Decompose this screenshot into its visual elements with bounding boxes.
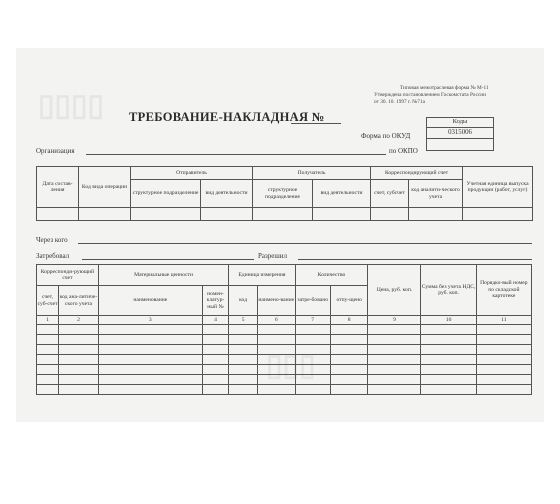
okpo-label: по ОКПО [389, 147, 418, 155]
table-cell[interactable] [295, 375, 330, 385]
col-date: Дата состав-ления [37, 167, 79, 208]
table-cell[interactable] [295, 325, 330, 335]
table-cell[interactable] [229, 365, 258, 375]
table-cell[interactable] [98, 355, 202, 365]
table-cell[interactable] [37, 325, 59, 335]
okpo-value[interactable] [427, 139, 494, 151]
col-analytic: код аналити-ческого учета [409, 180, 463, 208]
table-cell[interactable] [368, 335, 421, 345]
materials-table [36, 264, 532, 395]
table-cell[interactable] [476, 385, 531, 395]
table-cell[interactable] [98, 385, 202, 395]
col-subaccount: счет, субсчет [371, 180, 409, 208]
form-note-1: Типовая межотраслевая форма № М-11 [400, 85, 489, 91]
table-cell[interactable] [202, 325, 229, 335]
top-table [36, 166, 533, 221]
table-cell[interactable] [368, 365, 421, 375]
form-sheet [16, 48, 544, 422]
through-label: Через кого [36, 236, 68, 244]
form-note-2: Утверждена постановлением Госкомстата России [374, 92, 486, 98]
table-cell[interactable] [330, 375, 368, 385]
table-cell[interactable] [421, 375, 476, 385]
table-cell[interactable] [202, 365, 229, 375]
table-cell[interactable] [257, 355, 295, 365]
table-cell[interactable] [421, 345, 476, 355]
table-cell[interactable] [257, 325, 295, 335]
table-row [37, 355, 532, 365]
table-cell[interactable] [59, 355, 99, 365]
table-cell[interactable] [202, 345, 229, 355]
col-name: наименование [98, 286, 202, 316]
document-number-field[interactable] [291, 123, 341, 124]
table-cell[interactable] [202, 385, 229, 395]
organization-label: Организация [36, 147, 75, 155]
table-cell[interactable] [295, 335, 330, 345]
table-cell[interactable] [476, 365, 531, 375]
col-op-code: Код вида операции [79, 167, 131, 208]
col-corr-account: Корреспондирующий счет [371, 167, 463, 180]
table-cell[interactable] [257, 375, 295, 385]
table-cell[interactable] [330, 325, 368, 335]
table-cell[interactable] [59, 335, 99, 345]
col-sum: Сумма без учета НДС, руб. коп. [421, 265, 476, 316]
table-cell[interactable] [330, 335, 368, 345]
table-cell[interactable] [257, 345, 295, 355]
allowed-field[interactable] [298, 259, 532, 260]
allowed-label: Разрешил [258, 252, 288, 260]
table-cell[interactable] [368, 325, 421, 335]
through-field[interactable] [78, 243, 532, 244]
col-requested: затре-бовано [295, 286, 330, 316]
table-cell[interactable] [98, 365, 202, 375]
table-cell[interactable] [229, 335, 258, 345]
requested-field[interactable] [82, 259, 254, 260]
col-nomenclature: номен-клатур-ный № [202, 286, 229, 316]
table-cell[interactable] [202, 335, 229, 345]
table-cell[interactable] [37, 355, 59, 365]
col-material-values: Материальные ценности [98, 265, 228, 286]
table-cell[interactable] [368, 385, 421, 395]
table-cell[interactable] [476, 345, 531, 355]
table-cell[interactable] [476, 375, 531, 385]
table-cell[interactable] [257, 385, 295, 395]
table-cell[interactable] [59, 325, 99, 335]
col-released: отпу-щено [330, 286, 368, 316]
table-cell[interactable] [37, 335, 59, 345]
table-cell[interactable] [330, 355, 368, 365]
col-receiver: Получатель [253, 167, 371, 180]
table-cell[interactable] [37, 375, 59, 385]
form-note-3: от 30. 10. 1997 г. №71а [374, 99, 425, 105]
table-cell[interactable] [421, 385, 476, 395]
col-card-number: Порядко-вый номер по складской картотеке [476, 265, 531, 316]
col-unit: Единица измерения [229, 265, 295, 286]
table-cell[interactable] [59, 385, 99, 395]
table-cell[interactable] [98, 375, 202, 385]
table-cell[interactable] [37, 345, 59, 355]
col-quantity: Количество [295, 265, 368, 286]
table-cell[interactable] [202, 355, 229, 365]
table-cell[interactable] [229, 325, 258, 335]
table-cell[interactable] [59, 375, 99, 385]
col-receiver-struct: структурное подразделение [253, 180, 313, 208]
bleed-through-mark: ▯▯▯▯ [38, 89, 105, 122]
column-number-row: 1 2 3 4 5 6 7 8 9 10 11 [37, 316, 532, 325]
table-cell[interactable] [330, 385, 368, 395]
col-account: счет, суб-счет [37, 286, 59, 316]
table-cell[interactable] [421, 325, 476, 335]
col-unit-name: наимено-вание [257, 286, 295, 316]
bleed-through-mark: ▯▯▯ [266, 349, 316, 382]
table-cell[interactable] [229, 375, 258, 385]
table-cell[interactable] [295, 385, 330, 395]
table-cell[interactable] [330, 365, 368, 375]
table-cell[interactable] [421, 355, 476, 365]
col-corr-account: Корреспонди-рующий счет [37, 265, 99, 286]
table-row [37, 325, 532, 335]
table-cell[interactable] [330, 345, 368, 355]
table-cell[interactable] [295, 355, 330, 365]
table-row [37, 208, 533, 221]
table-cell[interactable] [368, 355, 421, 365]
table-row [37, 335, 532, 345]
table-cell[interactable] [37, 385, 59, 395]
table-row [37, 345, 532, 355]
requested-label: Затребовал [36, 252, 70, 260]
table-cell[interactable] [98, 325, 202, 335]
table-row [37, 375, 532, 385]
col-analytic: код ана-литиче-ского учета [59, 286, 99, 316]
table-cell[interactable] [98, 345, 202, 355]
table-row [37, 365, 532, 375]
table-cell[interactable] [229, 345, 258, 355]
codes-label: Коды [427, 118, 494, 128]
okud-value: 0315006 [427, 128, 494, 139]
table-cell[interactable] [476, 335, 531, 345]
col-unit-output: Учетная единица выпуска продукции (работ, услуг) [463, 167, 533, 208]
table-cell[interactable] [368, 375, 421, 385]
table-cell[interactable] [37, 365, 59, 375]
col-sender: Отправитель [131, 167, 253, 180]
table-cell[interactable] [257, 335, 295, 345]
table-cell[interactable] [59, 365, 99, 375]
organization-field[interactable] [86, 154, 386, 155]
table-cell[interactable] [295, 365, 330, 375]
table-cell[interactable] [421, 365, 476, 375]
col-sender-activity: вид деятельности [201, 180, 253, 208]
table-cell[interactable] [476, 355, 531, 365]
table-cell[interactable] [421, 335, 476, 345]
table-cell[interactable] [202, 375, 229, 385]
table-cell[interactable] [368, 345, 421, 355]
table-cell[interactable] [476, 325, 531, 335]
codes-table [426, 117, 494, 151]
col-price: Цена, руб. коп. [368, 265, 421, 316]
col-sender-struct: структурное подразделение [131, 180, 201, 208]
document-title: ТРЕБОВАНИЕ-НАКЛАДНАЯ № [129, 110, 325, 124]
table-cell[interactable] [229, 355, 258, 365]
table-cell[interactable] [59, 345, 99, 355]
table-cell[interactable] [229, 385, 258, 395]
table-cell[interactable] [257, 365, 295, 375]
table-cell[interactable] [295, 345, 330, 355]
col-receiver-activity: вид деятельности [313, 180, 371, 208]
col-code: код [229, 286, 258, 316]
table-row [37, 385, 532, 395]
table-cell[interactable] [98, 335, 202, 345]
okud-label: Форма по ОКУД [361, 132, 411, 140]
